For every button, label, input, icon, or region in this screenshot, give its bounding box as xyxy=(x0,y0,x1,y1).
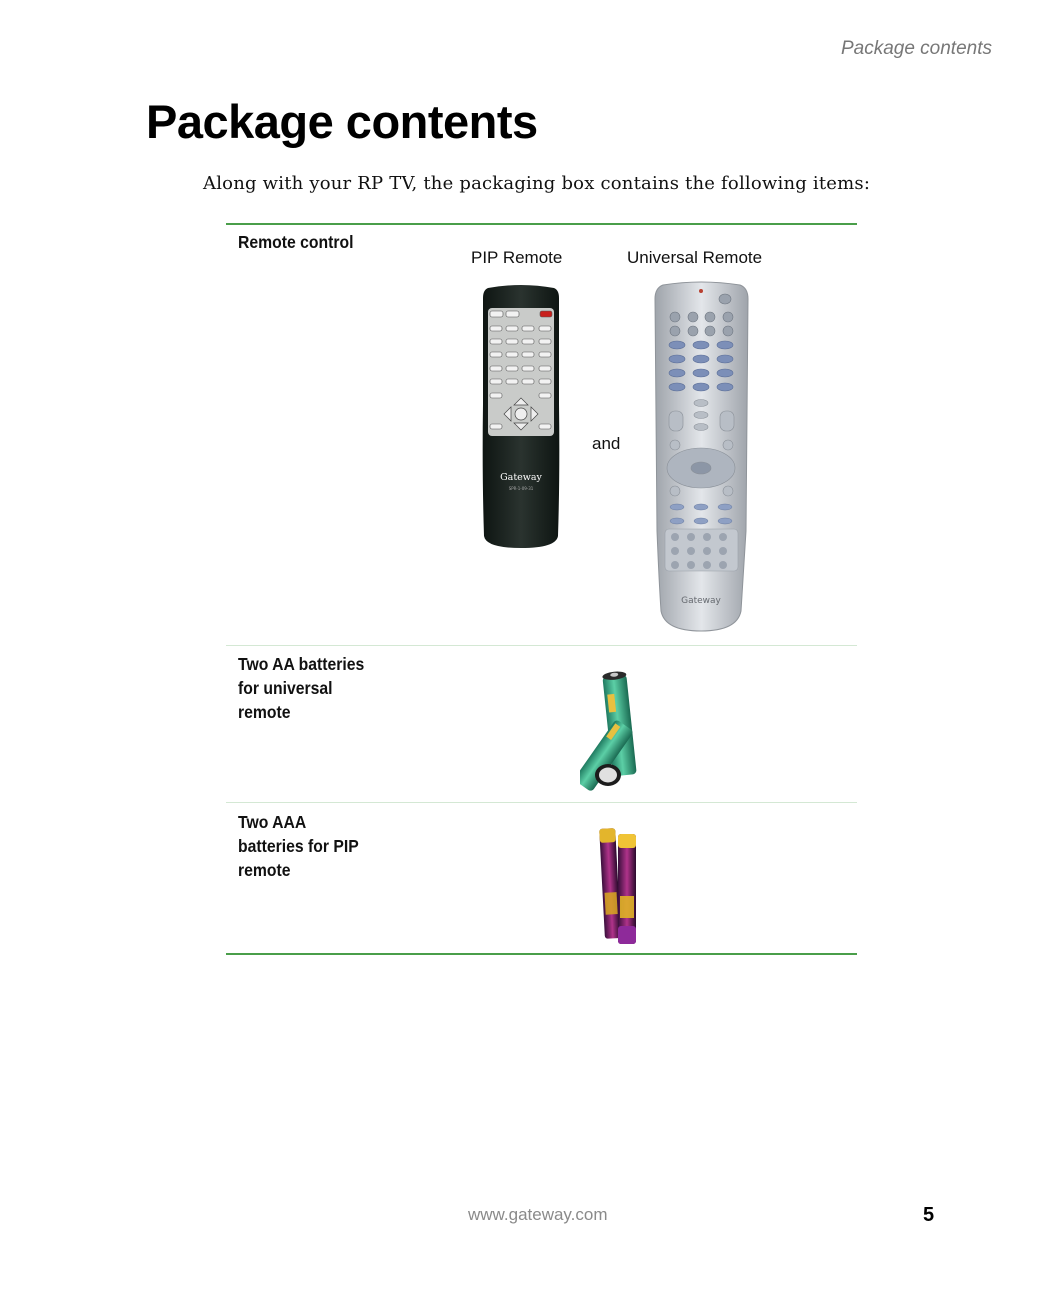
table-top-rule xyxy=(226,223,857,225)
item-label-aa-batteries: Two AA batteries for universal remote xyxy=(238,654,365,722)
pip-remote-brand: Gateway xyxy=(500,472,542,483)
footer-url: www.gateway.com xyxy=(468,1205,608,1224)
page-title: Package contents xyxy=(146,95,538,148)
table-bottom-rule xyxy=(226,953,857,955)
universal-remote-caption: Universal Remote xyxy=(627,248,763,267)
item-label-aaa-batteries: Two AAA batteries for PIP remote xyxy=(238,812,359,880)
pip-remote-image xyxy=(480,284,562,550)
intro-paragraph: Along with your RP TV, the packaging box contains the following items: xyxy=(203,173,871,194)
row-divider xyxy=(226,802,857,803)
and-caption: and xyxy=(592,434,621,453)
item-label-remote-control: Remote control xyxy=(238,232,354,252)
pip-remote-model: SPR-1-09-31 xyxy=(508,486,534,491)
universal-remote-brand: Gateway xyxy=(681,596,721,606)
universal-remote-image xyxy=(653,281,750,633)
row-divider xyxy=(226,645,857,646)
running-head: Package contents xyxy=(840,38,992,59)
page-number: 5 xyxy=(923,1204,935,1226)
aaa-batteries-image xyxy=(598,822,644,948)
pip-remote-caption: PIP Remote xyxy=(471,248,563,267)
aa-batteries-image xyxy=(580,667,664,793)
